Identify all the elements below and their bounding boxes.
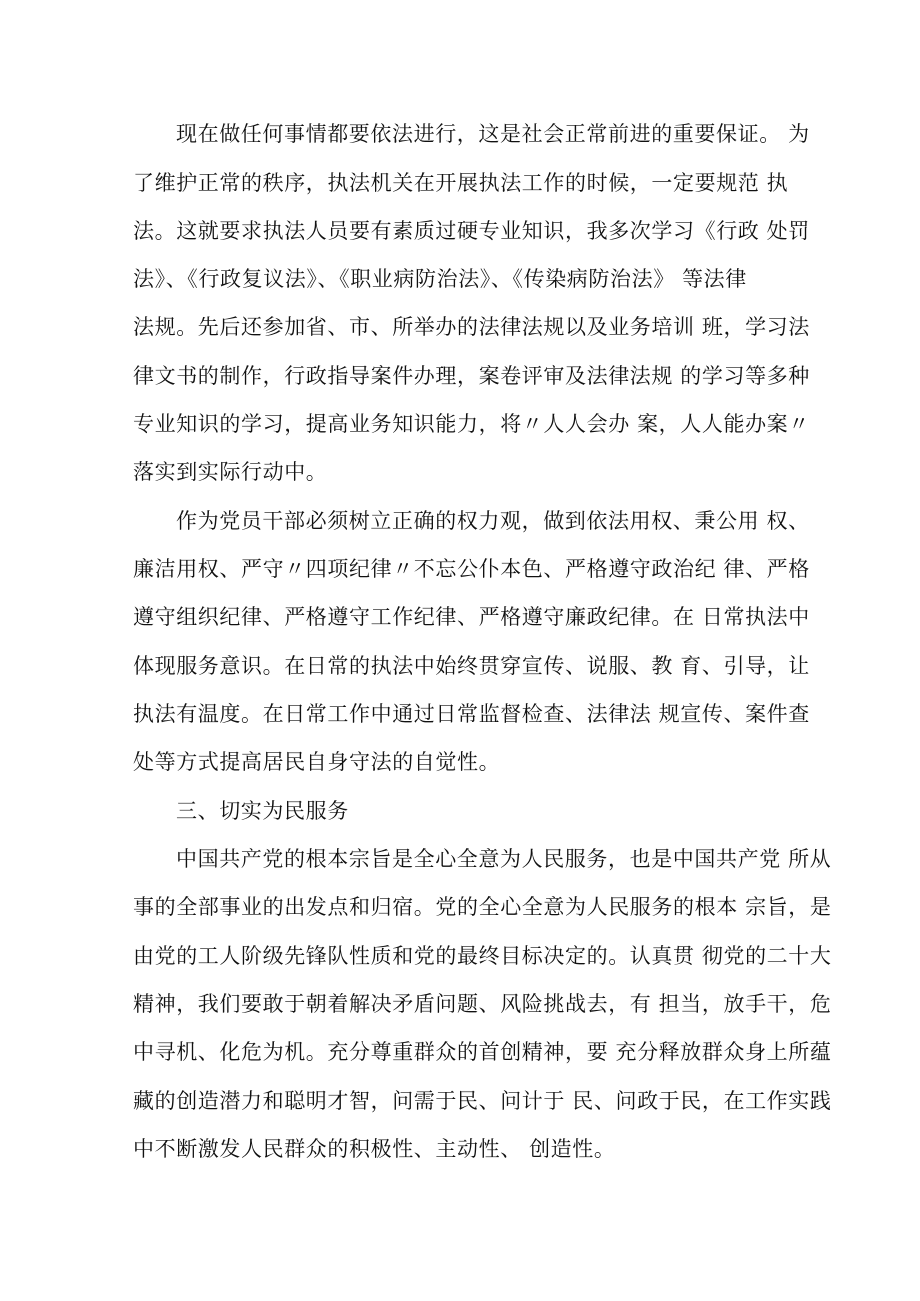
paragraph-3-line-4: 精神，我们要敢于朝着解决矛盾问题、风险挑战去，有 担当，放手干，危 xyxy=(133,992,832,1016)
paragraph-2-line-1: 作为党员干部必须树立正确的权力观，做到依法用权、秉公用 权、 xyxy=(176,509,810,533)
paragraph-1-line-6: 律文书的制作，行政指导案件办理，案卷评审及法律法规 的学习等多种 xyxy=(133,364,810,388)
section-heading: 三、切实为民服务 xyxy=(176,799,349,823)
paragraph-1-line-1: 现在做任何事情都要依法进行，这是社会正常前进的重要保证。 为 xyxy=(176,122,810,146)
paragraph-2-line-3: 遵守组织纪律、严格遵守工作纪律、严格遵守廉政纪律。在 日常执法中 xyxy=(133,605,810,629)
paragraph-1-line-3: 法。这就要求执法人员要有素质过硬专业知识，我多次学习《行政 处罚 xyxy=(133,219,810,243)
paragraph-1-line-7: 专业知识的学习，提高业务知识能力，将〃人人会办 案，人人能办案〃 xyxy=(133,412,810,436)
paragraph-3-line-7: 中不断激发人民群众的积极性、主动性、 创造性。 xyxy=(133,1137,616,1161)
paragraph-2-line-5: 执法有温度。在日常工作中通过日常监督检查、法律法 规宣传、案件查 xyxy=(133,702,810,726)
paragraph-1-line-5: 法规。先后还参加省、市、所举办的法律法规以及业务培训 班，学习法 xyxy=(133,315,810,339)
paragraph-2-line-6: 处等方式提高居民自身守法的自觉性。 xyxy=(133,750,501,774)
paragraph-1-line-8: 落实到实际行动中。 xyxy=(133,460,328,484)
paragraph-3-line-1: 中国共产党的根本宗旨是全心全意为人民服务，也是中国共产党 所从 xyxy=(176,847,832,871)
paragraph-1-line-2: 了维护正常的秩序，执法机关在开展执法工作的时候，一定要规范 执 xyxy=(133,171,789,195)
paragraph-3-line-3: 由党的工人阶级先锋队性质和党的最终目标决定的。认真贯 彻党的二十大 xyxy=(133,944,832,968)
paragraph-2-line-4: 体现服务意识。在日常的执法中始终贯穿宣传、说服、教 育、引导，让 xyxy=(133,654,810,678)
paragraph-3-line-6: 藏的创造潜力和聪明才智，问需于民、问计于 民、问政于民，在工作实践 xyxy=(133,1089,832,1113)
paragraph-3-line-5: 中寻机、化危为机。充分尊重群众的首创精神，要 充分释放群众身上所蕴 xyxy=(133,1040,832,1064)
paragraph-2-line-2: 廉洁用权、严守〃四项纪律〃不忘公仆本色、严格遵守政治纪 律、严格 xyxy=(133,557,810,581)
paragraph-1-line-4: 法》、《行政复议法》、《职业病防治法》、《传染病防治法》 等法律 xyxy=(133,267,747,291)
paragraph-3-line-2: 事的全部事业的出发点和归宿。党的全心全意为人民服务的根本 宗旨，是 xyxy=(133,895,832,919)
